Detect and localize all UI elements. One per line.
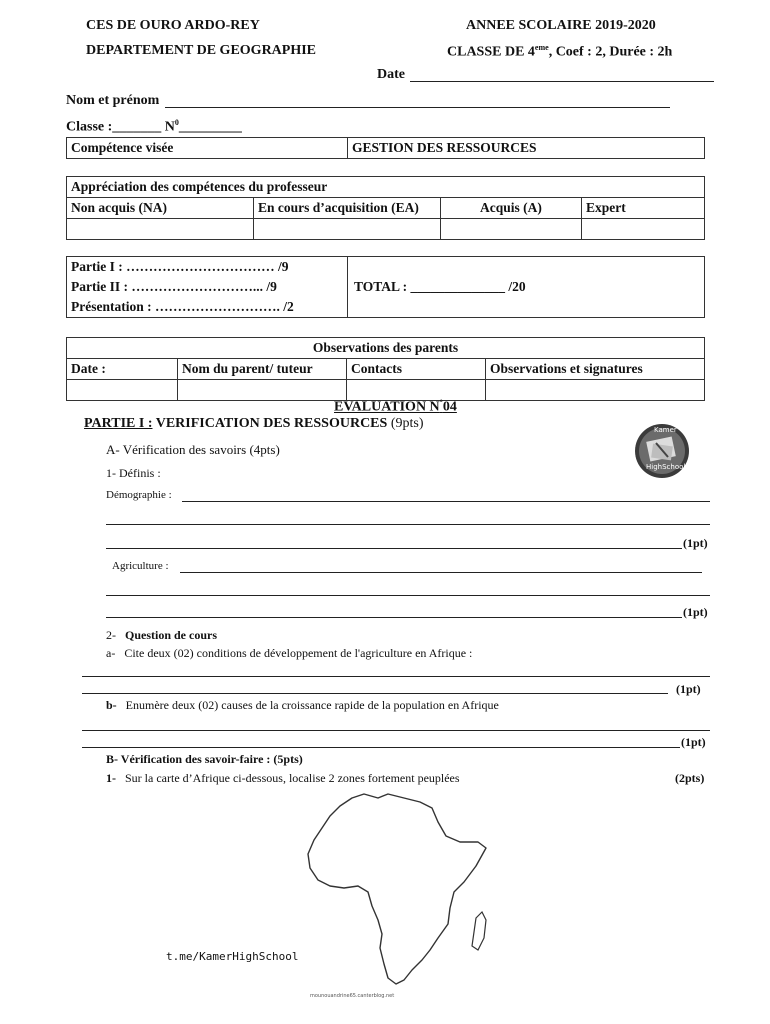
obs-col-date: Date : (67, 359, 178, 380)
cell-en-cours[interactable] (254, 219, 441, 240)
date-label: Date (377, 67, 405, 82)
answer-2a-line-1[interactable] (82, 676, 710, 677)
department: DEPARTEMENT DE GEOGRAPHIE (86, 43, 317, 58)
classe-label: Classe :_______ $N^0\_\_\_\_\_\_\_\_\_$ (66, 118, 242, 135)
partie1-heading: PARTIE I : VERIFICATION DES RESSOURCES (9pts) (84, 416, 424, 431)
date-line (410, 81, 714, 82)
name-label: Nom et prénom (66, 93, 160, 108)
competence-value: GESTION DES RESSOURCES (348, 138, 705, 159)
competence-label: Compétence visée (67, 138, 348, 159)
obs-cell-date[interactable] (67, 380, 178, 401)
logo-text-top: Kamer (654, 426, 677, 434)
evaluation-title: EVALUATION N°04 (334, 398, 457, 415)
score-partie2: Partie II : ………………………... /9 (67, 277, 348, 297)
observations-table (66, 337, 705, 401)
demographie-line-1[interactable] (182, 501, 710, 502)
section-a-title: A- Vérification des savoirs (4pts) (106, 442, 280, 457)
answer-2b-line-1[interactable] (82, 730, 710, 731)
question-b1: 1- Sur la carte d’Afrique ci-dessous, localise 2 zones fortement peuplées (106, 771, 460, 785)
school-year: ANNEE SCOLAIRE 2019-2020 (466, 18, 656, 33)
score-total: TOTAL : ______________ /20 (348, 257, 705, 318)
obs-cell-signatures[interactable] (486, 380, 705, 401)
agriculture-line-1[interactable] (180, 572, 702, 573)
score-presentation: Présentation : ………………………. /2 (67, 297, 348, 318)
kamer-logo (634, 423, 690, 479)
col-non-acquis: Non acquis (NA) (67, 198, 254, 219)
obs-col-contacts: Contacts (347, 359, 486, 380)
answer-2a-line-2[interactable] (82, 693, 668, 694)
class-info: CLASSE DE 4eme, Coef : 2, Durée : 2h (447, 43, 673, 60)
obs-cell-parent[interactable] (178, 380, 347, 401)
observations-title: Observations des parents (67, 338, 705, 359)
question-b1-points: (2pts) (675, 771, 705, 785)
question-2: 2- Question de cours (106, 628, 218, 642)
section-b-title: B- Vérification des savoir-faire : (5pts) (106, 752, 303, 766)
telegram-link[interactable]: t.me/KamerHighSchool (166, 950, 299, 963)
demographie-line-3[interactable] (106, 548, 682, 549)
cell-acquis[interactable] (441, 219, 582, 240)
obs-col-signatures: Observations et signatures (486, 359, 705, 380)
appreciation-table (66, 176, 705, 240)
col-expert: Expert (582, 198, 705, 219)
agriculture-line-2[interactable] (106, 595, 710, 596)
answer-2b-line-2[interactable] (82, 747, 680, 748)
school-name: CES DE OURO ARDO-REY (86, 18, 260, 33)
logo-text-bottom: HighSchool (646, 463, 686, 471)
scores-table (66, 256, 705, 318)
name-line (165, 107, 670, 108)
appreciation-title: Appréciation des compétences du professeur (67, 177, 705, 198)
question-2a: a- Cite deux (02) conditions de développement de l'agriculture en Afrique : (106, 646, 473, 660)
question-2b-points: (1pt) (681, 735, 706, 749)
agriculture-points: (1pt) (683, 605, 708, 619)
watermark: mounouandrine65.canterblog.net (310, 993, 395, 999)
africa-map[interactable] (300, 788, 510, 988)
demographie-line-2[interactable] (106, 524, 710, 525)
cell-expert[interactable] (582, 219, 705, 240)
score-partie1: Partie I : …………………………… /9 (67, 257, 348, 278)
competence-table (66, 137, 705, 159)
demographie-label: Démographie : (106, 489, 172, 501)
agriculture-label: Agriculture : (112, 560, 169, 572)
cell-non-acquis[interactable] (67, 219, 254, 240)
demographie-points: (1pt) (683, 536, 708, 550)
agriculture-line-3[interactable] (106, 617, 682, 618)
question-2b: b- Enumère deux (02) causes de la croissance rapide de la population en Afrique (106, 698, 499, 712)
question-2a-points: (1pt) (676, 682, 701, 696)
obs-col-parent: Nom du parent/ tuteur (178, 359, 347, 380)
question-1: 1- Définis : (106, 466, 161, 480)
col-acquis: Acquis (A) (441, 198, 582, 219)
col-en-cours: En cours d’acquisition (EA) (254, 198, 441, 219)
